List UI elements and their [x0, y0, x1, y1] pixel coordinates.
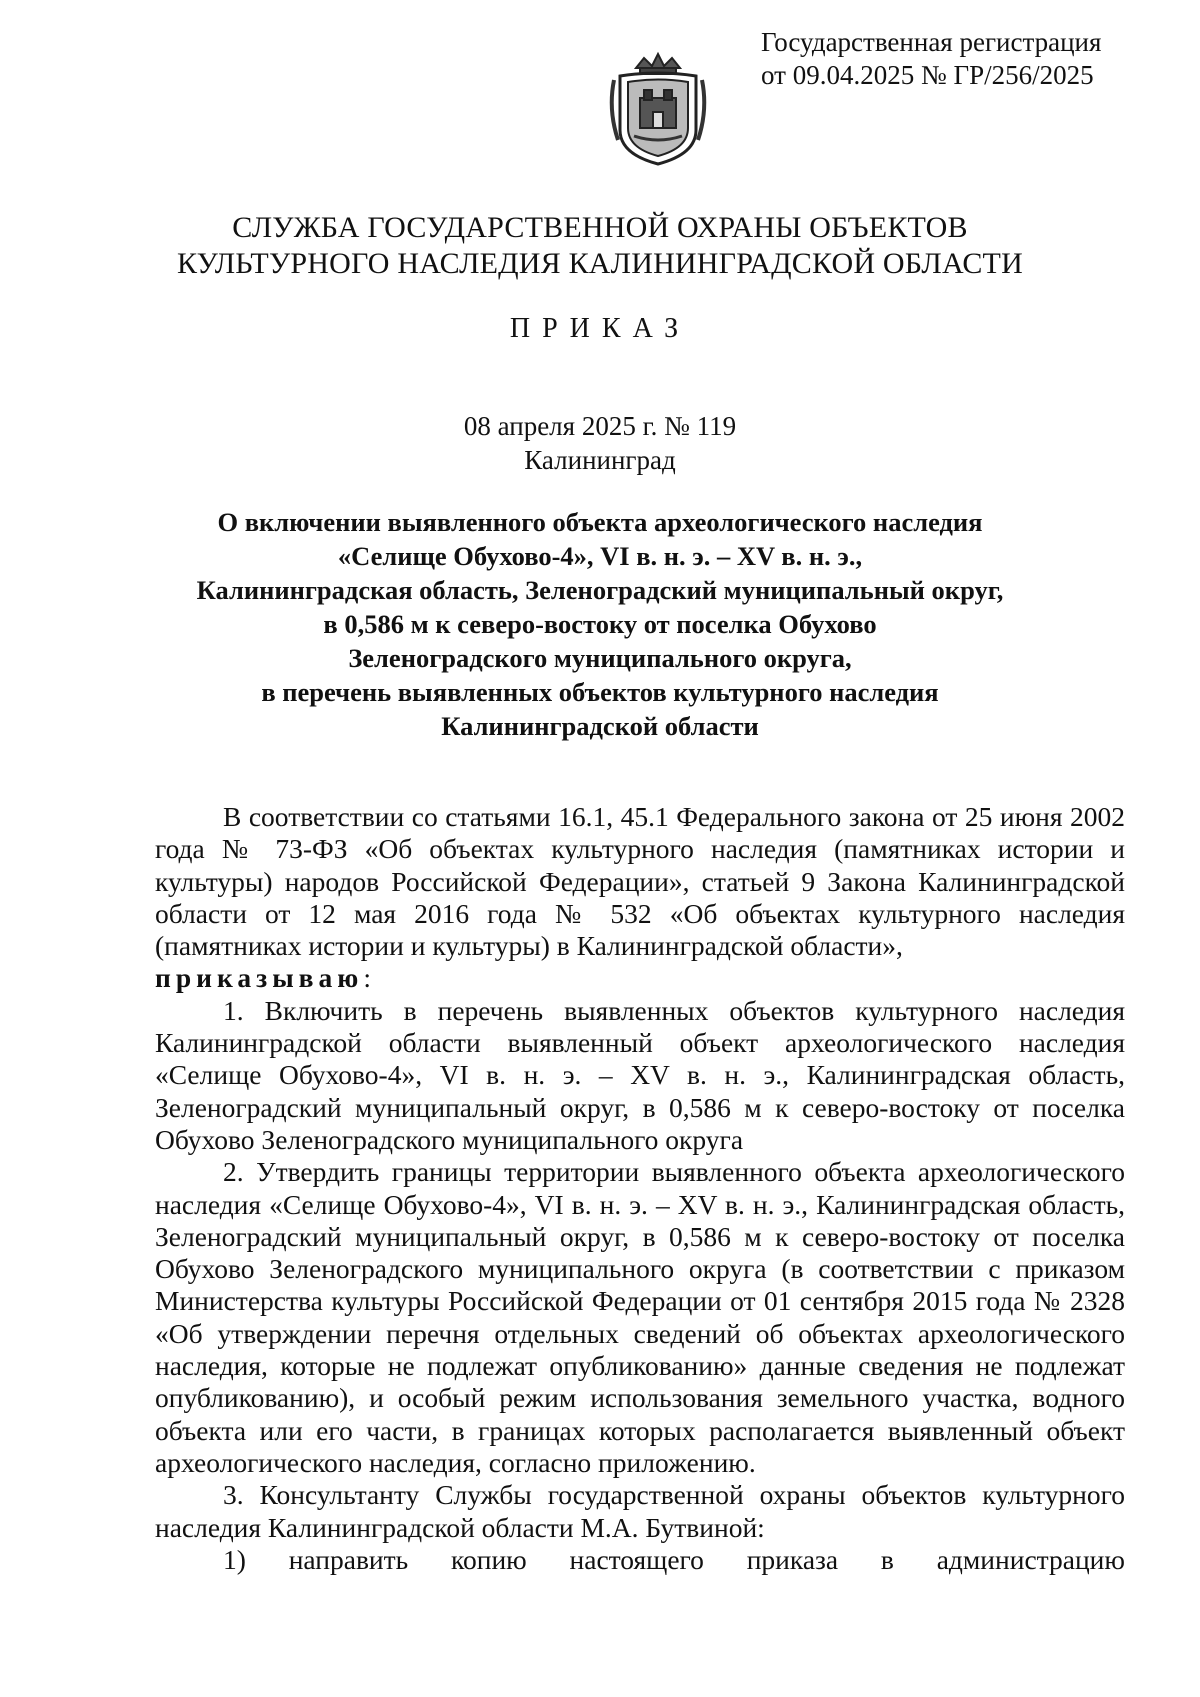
item-3-paragraph: 3. Консультанту Службы государственной охраны объектов культурного наследия Калининградской области М.А. Бутвиной: [155, 1479, 1125, 1543]
registration-line-1: Государственная регистрация [761, 27, 1102, 57]
heading-line: в перечень выявленных объектов культурного наследия [261, 677, 939, 707]
date-and-place [0, 409, 1200, 477]
organization-line-2: КУЛЬТУРНОГО НАСЛЕДИЯ КАЛИНИНГРАДСКОЙ ОБЛАСТИ [177, 247, 1023, 280]
order-date-number: 08 апреля 2025 г. № 119 [463, 411, 737, 441]
preamble-paragraph: В соответствии со статьями 16.1, 45.1 Федерального закона от 25 июня 2002 года № 73-ФЗ «Об объектах культурного наследия (памятниках истории и культуры) народов Российской Федерации», статьей 9 Закона Калининградской области от 12 мая 2016 года № 532 «Об объектах культурного наследия (памятниках истории и культуры) в Калининградской области», [155, 801, 1125, 962]
subitem-word: копию [451, 1543, 527, 1575]
heading-line: Калининградская область, Зеленоградский муниципальный округ, [196, 575, 1004, 605]
order-word: приказываю [155, 962, 364, 994]
subitem-word: администрацию [936, 1543, 1125, 1575]
subitem-word: приказа [746, 1543, 839, 1575]
item-1-paragraph: 1. Включить в перечень выявленных объектов культурного наследия Калининградской области выявленный объект археологического наследия «Селище Обухово-4», VI в. н. э. – XV в. н. э., Калининградская область, Зеленоградский муниципальный округ, в 0,586 м к северо-востоку от поселка Обухово Зеленоградского муниципального округа [155, 994, 1125, 1155]
heading-line: Калининградской области [441, 711, 759, 741]
heading-line: «Селище Обухово-4», VI в. н. э. – XV в. н. э., [337, 541, 863, 571]
coat-of-arms-icon [606, 50, 710, 168]
subitem-1-line [223, 1544, 1125, 1576]
item-2-paragraph: 2. Утвердить границы территории выявленного объекта археологического наследия «Селище Обухово-4», VI в. н. э. – XV в. н. э., Калининградская область, Зеленоградский муниципальный округ, в 0,586 м к северо-востоку от поселка Обухово Зеленоградского муниципального округа (в соответствии с приказом Министерства культуры Российской Федерации от 01 сентября 2015 года № 2328 «Об утверждении перечня отдельных сведений об объектах археологического наследия, которые не подлежат опубликованию» данные сведения не подлежат опубликованию), и особый режим использования земельного участка, водного объекта или его части, в границах которых располагается выявленный объект археологического наследия, согласно приложению. [155, 1156, 1125, 1478]
heading-line: Зеленоградского муниципального округа, [348, 643, 852, 673]
order-clause [155, 962, 1125, 994]
document-type: ПРИКАЗ [509, 313, 691, 344]
order-city: Калининград [524, 445, 676, 475]
organization-line-1: СЛУЖБА ГОСУДАРСТВЕННОЙ ОХРАНЫ ОБЪЕКТОВ [232, 211, 968, 244]
heading-line: О включении выявленного объекта археологического наследия [217, 507, 983, 537]
subitem-word: 1) [223, 1543, 246, 1575]
order-heading [150, 505, 1050, 743]
order-body [155, 801, 1125, 1576]
state-registration [761, 26, 1101, 92]
subitem-word: настоящего [569, 1543, 704, 1575]
subitem-word: направить [288, 1543, 409, 1575]
registration-line-2: от 09.04.2025 № ГР/256/2025 [761, 60, 1094, 90]
subitem-word: в [880, 1543, 894, 1575]
organization-name [0, 210, 1200, 282]
heading-line: в 0,586 м к северо-востоку от поселка Обухово [323, 609, 877, 639]
order-colon: : [363, 962, 371, 994]
